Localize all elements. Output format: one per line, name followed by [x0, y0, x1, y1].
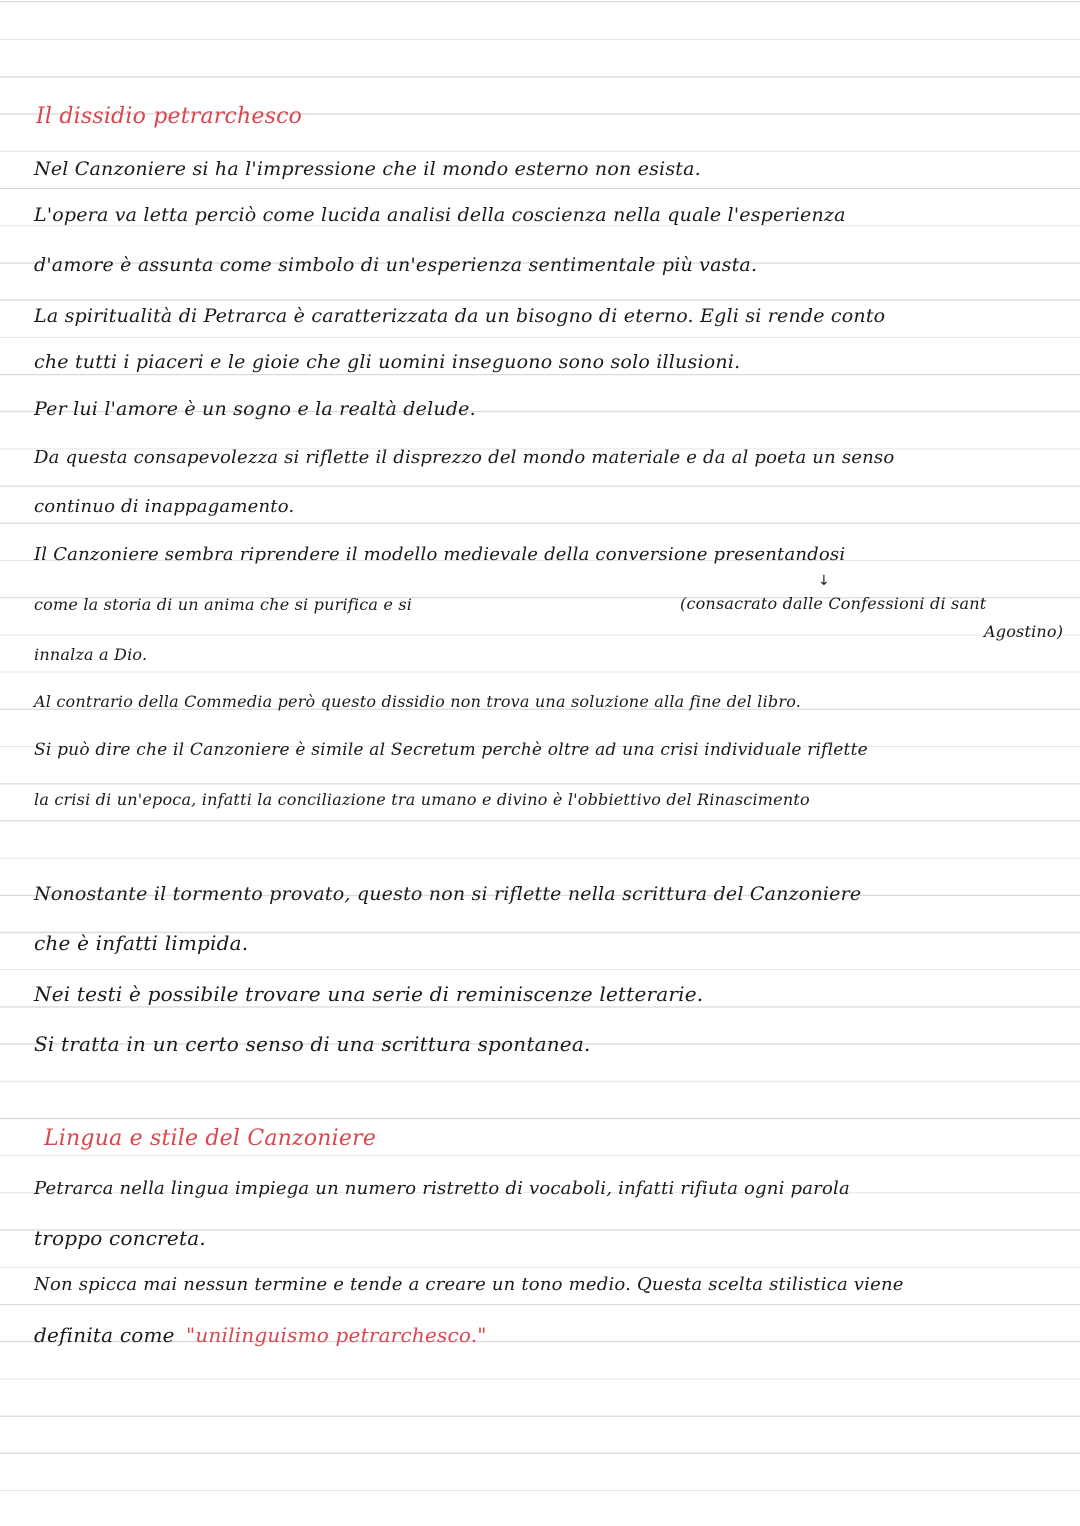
section-heading-dissidio: Il dissidio petrarchesco: [36, 104, 303, 129]
text-line: troppo concreta.: [34, 1226, 206, 1250]
margin-note: (consacrato dalle Confessioni di sant: [680, 594, 987, 613]
text-line: Si tratta in un certo senso di una scrittura spontanea.: [34, 1032, 591, 1056]
text-line: Petrarca nella lingua impiega un numero ristretto di vocaboli, infatti rifiuta ogni parola: [34, 1178, 850, 1199]
section-heading-lingua: Lingua e stile del Canzoniere: [44, 1126, 377, 1151]
text-line: definita come: [34, 1323, 175, 1347]
text-line: Da questa consapevolezza si riflette il disprezzo del mondo materiale e da al poeta un senso: [34, 447, 895, 468]
down-arrow-icon: ↓: [818, 573, 830, 589]
text-line: Nei testi è possibile trovare una serie di reminiscenze letterarie.: [34, 982, 704, 1006]
text-line: d'amore è assunta come simbolo di un'esperienza sentimentale più vasta.: [34, 254, 758, 276]
text-line: Il Canzoniere sembra riprendere il modello medievale della conversione presentandosi: [34, 544, 846, 565]
text-line: Si può dire che il Canzoniere è simile al Secretum perchè oltre ad una crisi individuale riflette: [34, 740, 868, 760]
text-line: L'opera va letta perciò come lucida analisi della coscienza nella quale l'esperienza: [34, 204, 846, 226]
text-line: Nel Canzoniere si ha l'impressione che il mondo esterno non esista.: [34, 158, 701, 180]
text-line: La spiritualità di Petrarca è caratterizzata da un bisogno di eterno. Egli si rende conto: [34, 305, 886, 327]
text-line: innalza a Dio.: [34, 645, 148, 664]
text-line: come la storia di un anima che si purifica e si: [34, 595, 413, 614]
highlight-term: "unilinguismo petrarchesco.": [186, 1323, 487, 1347]
text-line: Per lui l'amore è un sogno e la realtà delude.: [34, 398, 476, 420]
text-line: che è infatti limpida.: [34, 931, 249, 955]
margin-note-continuation: Agostino): [984, 622, 1064, 641]
text-line: la crisi di un'epoca, infatti la conciliazione tra umano e divino è l'obbiettivo del Rinascimento: [34, 790, 810, 809]
text-line: continuo di inappagamento.: [34, 496, 295, 517]
text-line: Al contrario della Commedia però questo dissidio non trova una soluzione alla fine del libro.: [34, 692, 802, 711]
text-line: che tutti i piaceri e le gioie che gli uomini inseguono sono solo illusioni.: [34, 351, 741, 373]
text-line: Non spicca mai nessun termine e tende a creare un tono medio. Questa scelta stilistica viene: [34, 1274, 904, 1295]
text-line: Nonostante il tormento provato, questo non si riflette nella scrittura del Canzoniere: [34, 883, 862, 905]
